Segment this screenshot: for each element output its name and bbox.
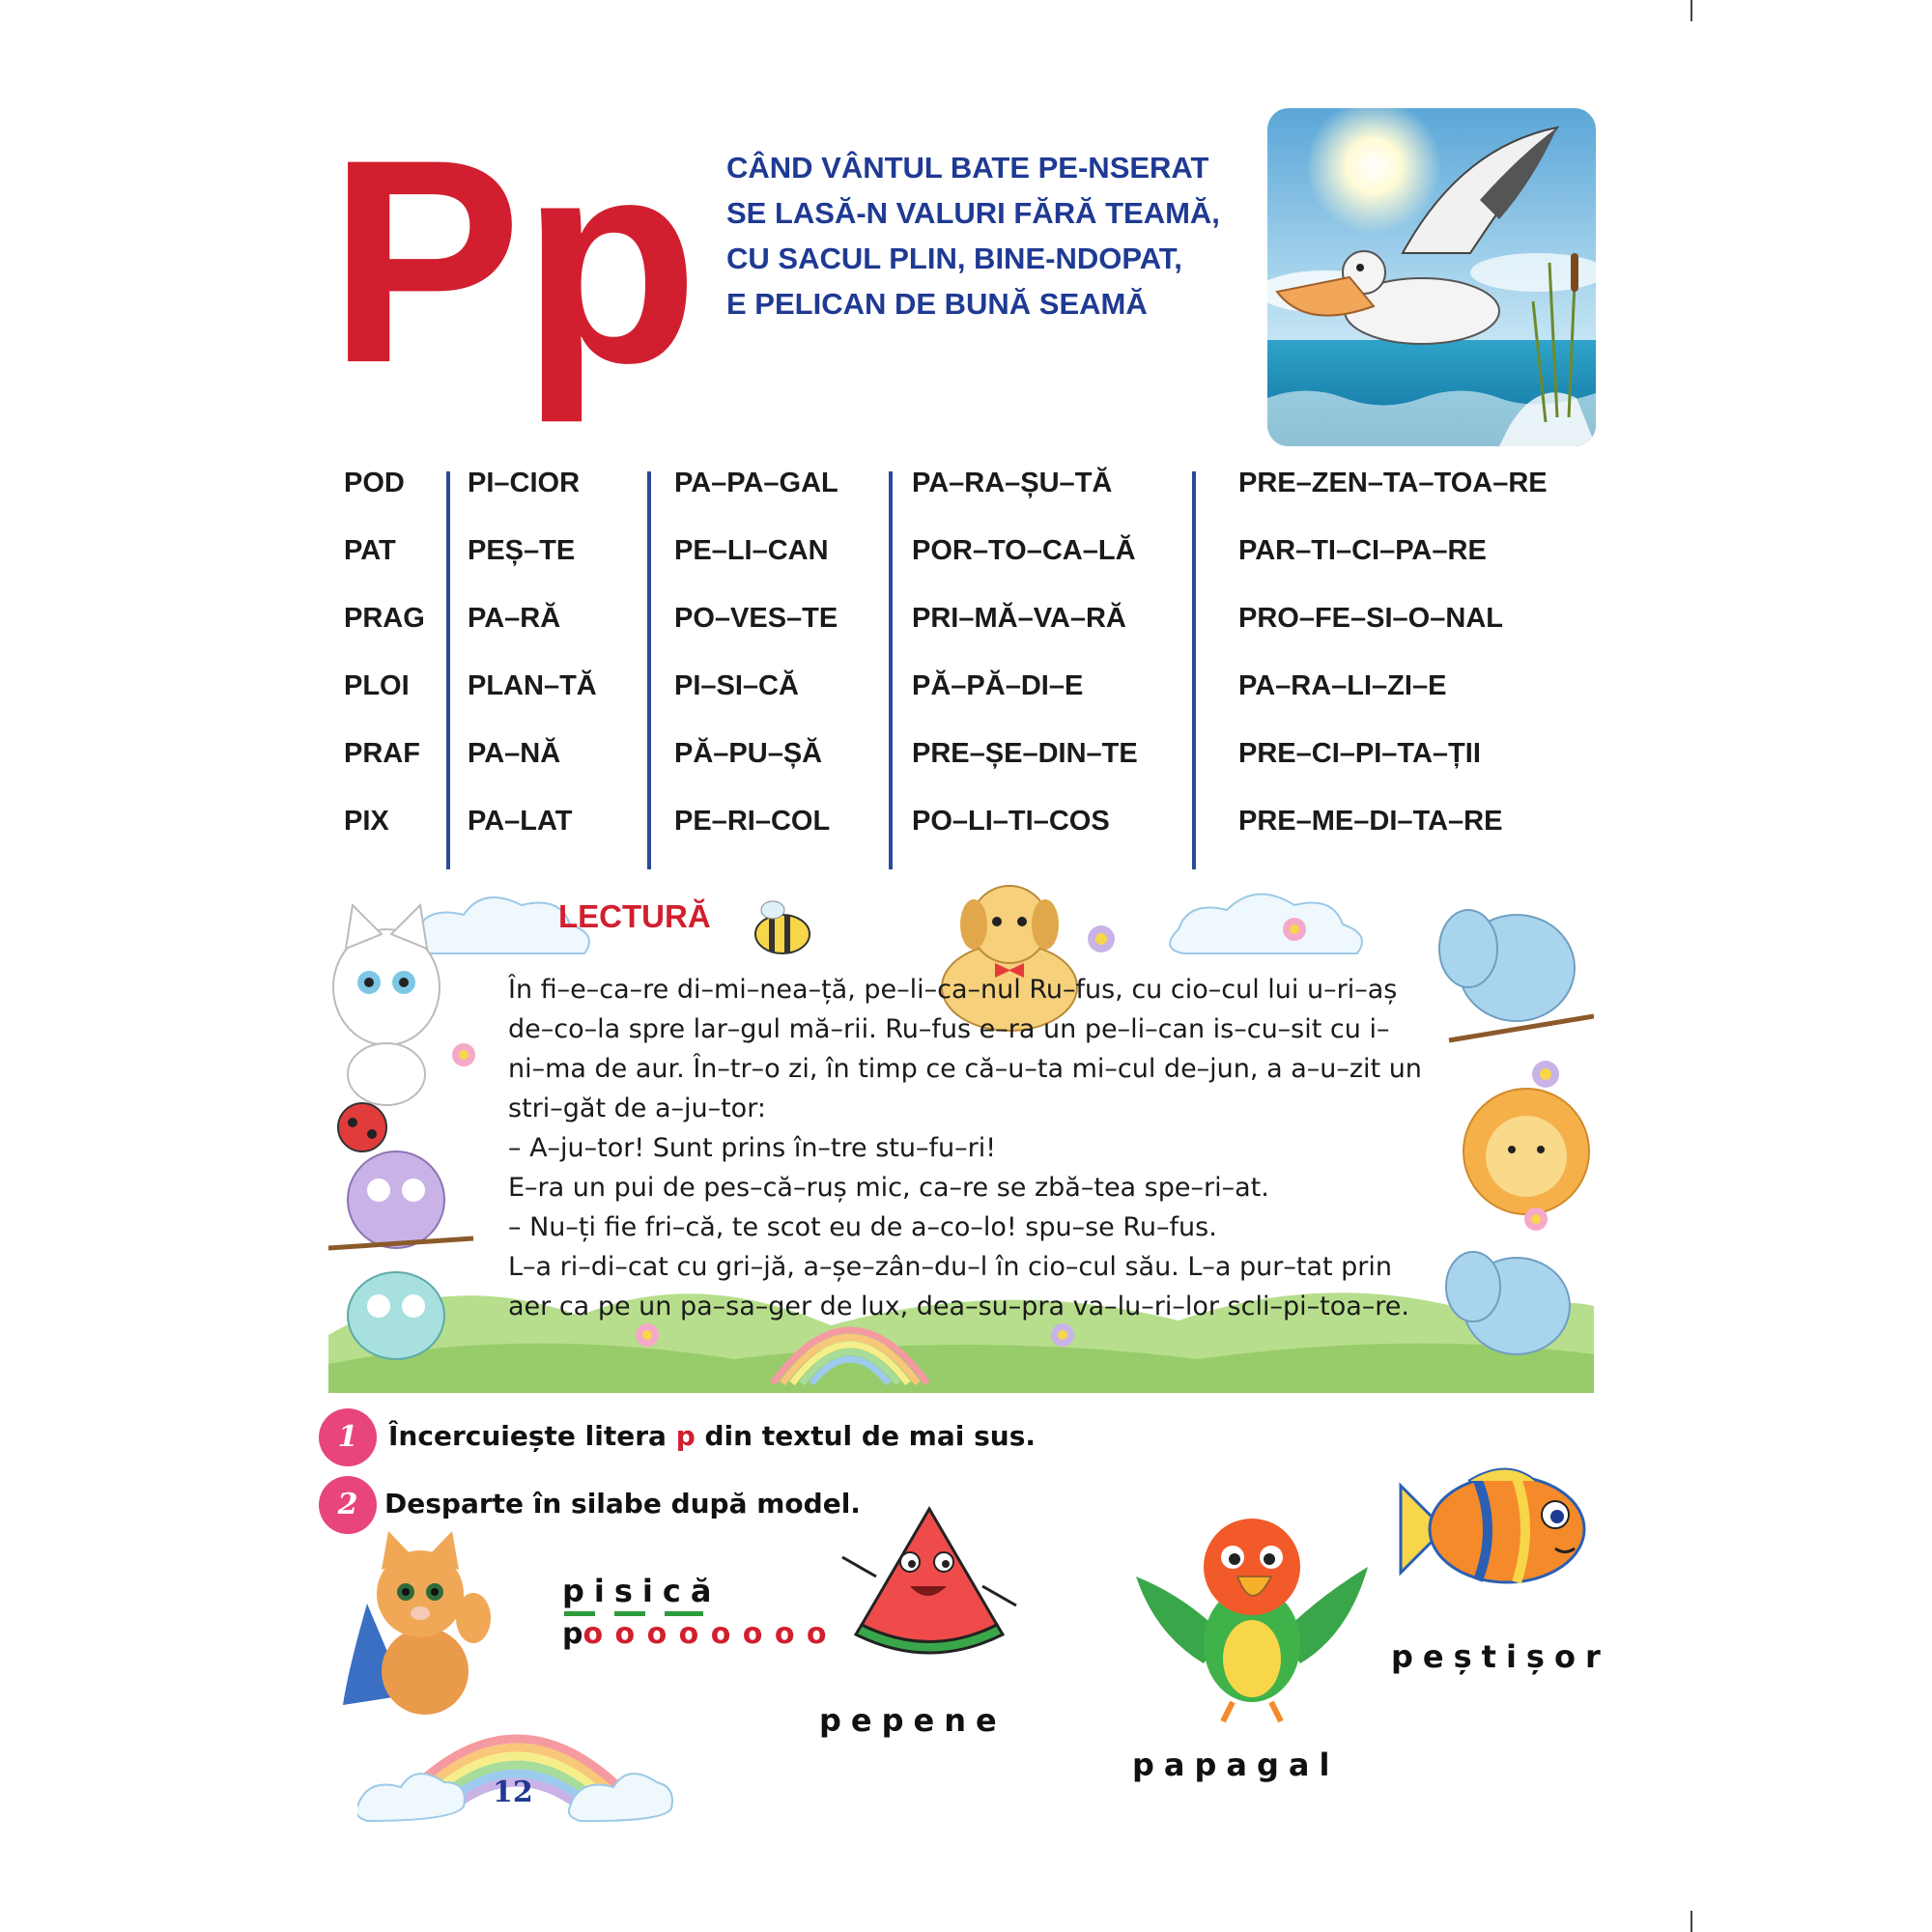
- task-1-text-end: din textul de mai sus.: [695, 1420, 1037, 1452]
- page-number: 12: [493, 1776, 533, 1809]
- word-item: PO–LI–TI–COS: [912, 806, 1110, 837]
- reading-line: – Nu–ți fie fri–că, te scot eu de a–co–lo! spu–se Ru–fus.: [508, 1212, 1217, 1242]
- crop-mark: [1690, 1911, 1692, 1932]
- word-item: PRE–CI–PI–TA–ȚII: [1238, 738, 1481, 769]
- word-item: PA–RA–LI–ZI–E: [1238, 670, 1447, 701]
- word-item: PAR–TI–CI–PA–RE: [1238, 535, 1487, 566]
- reading-line: E–ra un pui de pes–că–ruș mic, ca–re se zbă–tea spe–ri–at.: [508, 1173, 1269, 1203]
- reading-title: LECTURĂ: [558, 898, 711, 934]
- word-item: PE–LI–CAN: [674, 535, 829, 566]
- model-word: pisică: [562, 1573, 722, 1609]
- poem-line: SE LASĂ-N VALURI FĂRĂ TEAMĂ,: [726, 196, 1220, 230]
- word-item: PRO–FE–SI–O–NAL: [1238, 603, 1503, 634]
- task-1-text-start: Încercuiește litera: [388, 1420, 676, 1452]
- task-number-badge: 1: [319, 1408, 377, 1466]
- word-item: PLOI: [344, 670, 410, 701]
- word-item: PAT: [344, 535, 396, 566]
- fish-illustration: [1391, 1457, 1594, 1602]
- word-item: PRAF: [344, 738, 420, 769]
- syllable-underline: [665, 1611, 703, 1616]
- watermelon-illustration: [833, 1499, 1026, 1663]
- word-item: PI–SI–CĂ: [674, 670, 799, 701]
- lowercase-letter-p: p: [522, 99, 699, 423]
- column-divider: [446, 471, 450, 869]
- pelican-illustration: [1267, 108, 1596, 446]
- word-item: PIX: [344, 806, 389, 837]
- word-item: PI–CIOR: [468, 468, 581, 498]
- word-item: POD: [344, 468, 405, 498]
- sound-scheme-first: p: [562, 1617, 583, 1651]
- word-item: PRE–ZEN–TA–TOA–RE: [1238, 468, 1548, 498]
- word-pepene: pepene: [819, 1702, 1007, 1739]
- word-item: PĂ–PU–ȘĂ: [674, 738, 823, 769]
- reading-line: ni–ma de aur. În–tr–o zi, în timp ce că–u–ta mi–cul de–jun, a a–u–zit un: [508, 1054, 1422, 1084]
- crop-mark: [1690, 0, 1692, 21]
- reading-line: stri–găt de a–ju–tor:: [508, 1094, 766, 1123]
- word-item: PA–RĂ: [468, 603, 561, 634]
- reading-line: L–a ri–di–cat cu gri–jă, a–șe–zân–du–l în cio–cul său. L–a pur–tat prin: [508, 1252, 1393, 1282]
- word-column-5: [1238, 464, 1548, 869]
- column-divider: [1192, 471, 1196, 869]
- reading-line: aer ca pe un pa–sa–ger de lux, dea–su–pra va–lu–ri–lor scli–pi–toa–re.: [508, 1292, 1409, 1321]
- word-item: PRI–MĂ–VA–RĂ: [912, 603, 1126, 634]
- word-item: PRAG: [344, 603, 425, 634]
- reading-line: de–co–la spre lar–gul mă–rii. Ru–fus e–ra un pe–li–can is–cu–sit cu i–: [508, 1014, 1390, 1044]
- word-column-3: [674, 464, 838, 869]
- word-item: PRE–ME–DI–TA–RE: [1238, 806, 1503, 837]
- word-item: POR–TO–CA–LĂ: [912, 535, 1136, 566]
- word-item: PRE–ȘE–DIN–TE: [912, 738, 1138, 769]
- word-item: PEȘ–TE: [468, 535, 576, 566]
- poem-line: E PELICAN DE BUNĂ SEAMĂ: [726, 287, 1148, 321]
- word-column-2: [468, 464, 597, 869]
- word-column-1: [344, 464, 425, 869]
- reading-text: [508, 970, 1474, 1326]
- kitten-illustration: [338, 1526, 502, 1719]
- task-2-instruction: Desparte în silabe după model.: [384, 1488, 861, 1520]
- column-divider: [647, 471, 651, 869]
- syllable-underline: [564, 1611, 595, 1616]
- word-column-4: [912, 464, 1138, 869]
- word-item: PA–LAT: [468, 806, 573, 837]
- column-divider: [889, 471, 893, 869]
- sound-scheme-rest: o o o o o o o o: [582, 1617, 828, 1651]
- parrot-illustration: [1126, 1499, 1378, 1731]
- task-1-highlight-letter: p: [675, 1420, 696, 1452]
- word-item: PA–NĂ: [468, 738, 561, 769]
- word-item: PĂ–PĂ–DI–E: [912, 670, 1084, 701]
- capital-letter-p: P: [328, 99, 523, 423]
- word-item: PLAN–TĂ: [468, 670, 597, 701]
- task-1-instruction: [388, 1420, 1036, 1452]
- poem-line: CU SACUL PLIN, BINE-NDOPAT,: [726, 242, 1182, 275]
- reading-line: – A–ju–tor! Sunt prins în–tre stu–fu–ri!: [508, 1133, 997, 1163]
- task-number-badge: 2: [319, 1476, 377, 1534]
- word-item: PE–RI–COL: [674, 806, 831, 837]
- word-item: PO–VES–TE: [674, 603, 838, 634]
- word-item: PA–PA–GAL: [674, 468, 838, 498]
- word-pestisor: peștișor: [1391, 1638, 1610, 1675]
- poem: [726, 145, 1220, 327]
- reading-line: În fi–e–ca–re di–mi–nea–ță, pe–li–ca–nul Ru–fus, cu cio–cul lui u–ri–aș: [508, 975, 1398, 1005]
- word-item: PA–RA–ȘU–TĂ: [912, 468, 1113, 498]
- sound-scheme: [562, 1617, 827, 1651]
- word-papagal: papagal: [1132, 1747, 1340, 1783]
- syllable-underline: [614, 1611, 645, 1616]
- poem-line: CÂND VÂNTUL BATE PE-NSERAT: [726, 151, 1209, 185]
